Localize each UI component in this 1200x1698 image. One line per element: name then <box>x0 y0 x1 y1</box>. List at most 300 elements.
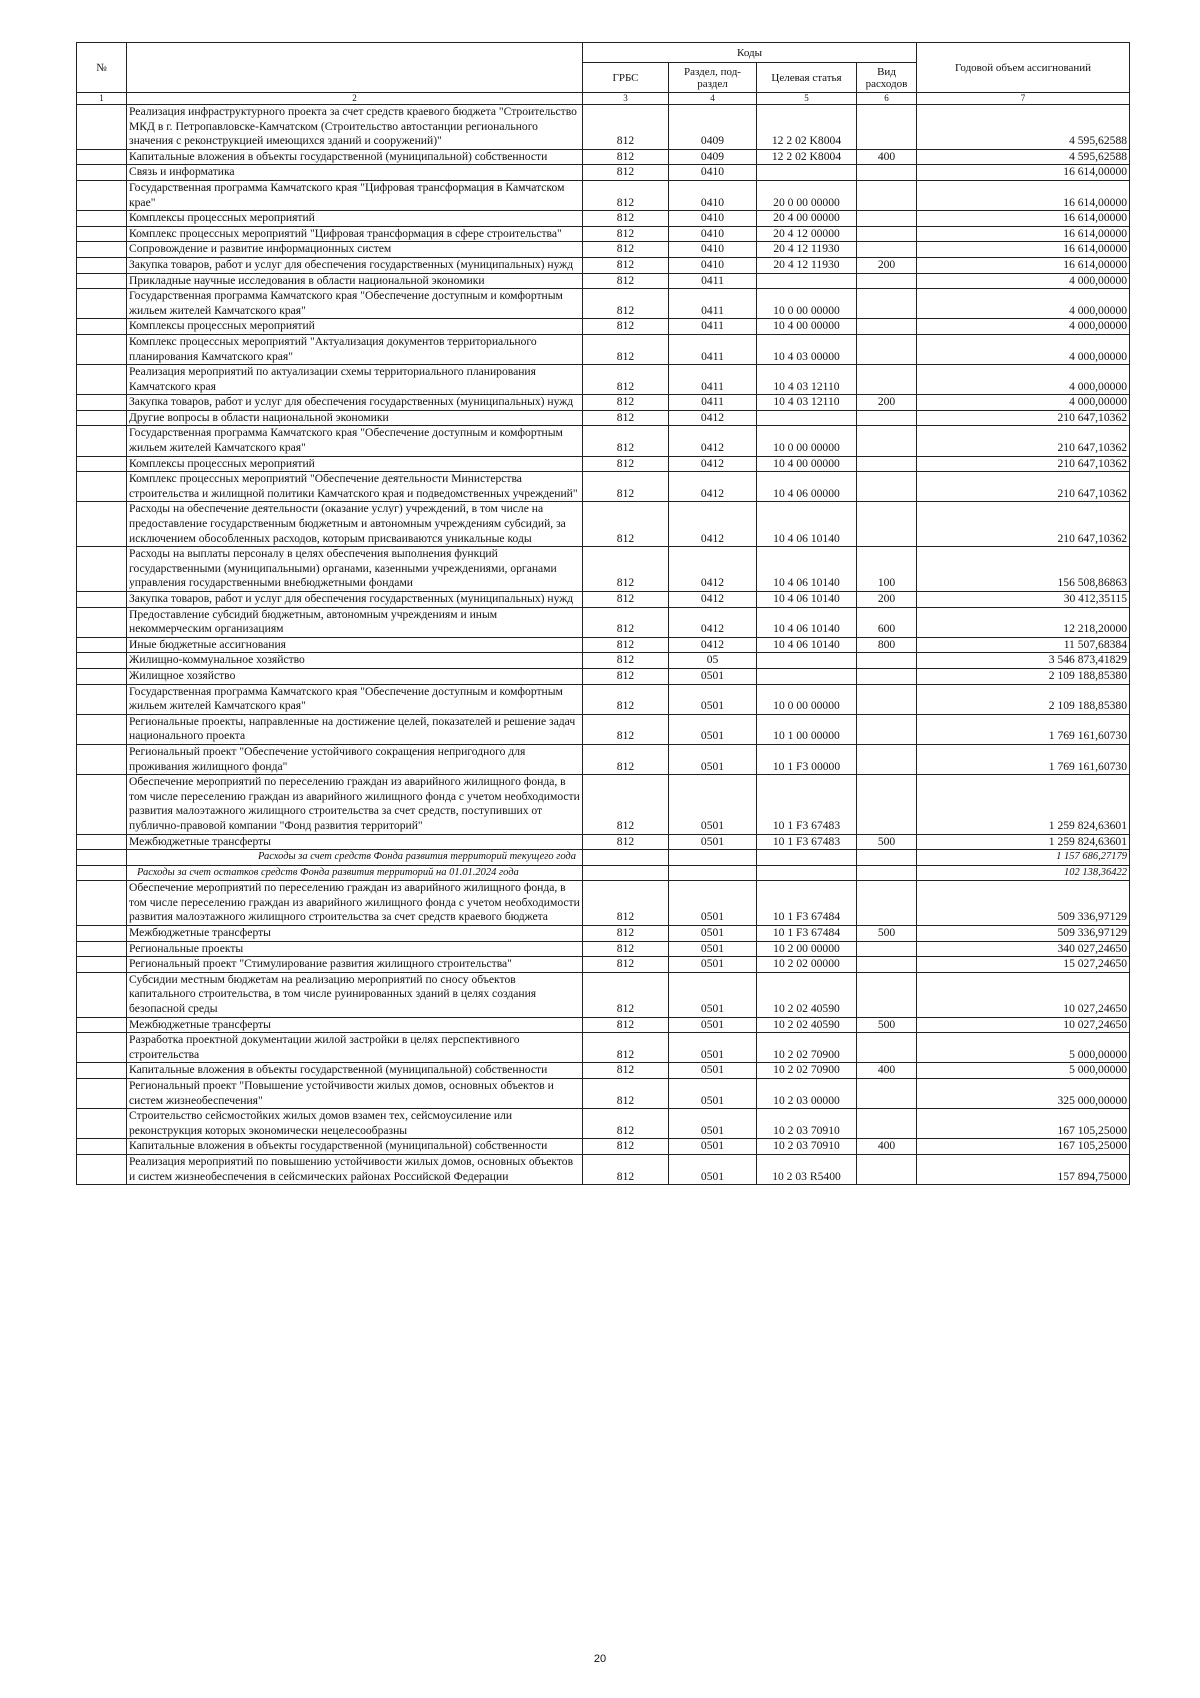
cell-razdel: 0412 <box>669 410 757 426</box>
cell-num <box>77 211 127 227</box>
cell-cs <box>757 668 857 684</box>
table-row <box>77 410 1130 426</box>
cell-grbs: 812 <box>583 714 669 744</box>
cell-name: Региональный проект "Стимулирование развития жилищного строительства" <box>127 957 583 973</box>
cell-vr: 200 <box>857 395 917 411</box>
cell-name: Региональный проект "Повышение устойчивости жилых домов, основных объектов и систем жизнеобеспечения" <box>127 1079 583 1109</box>
cell-razdel: 0501 <box>669 881 757 926</box>
cell-name: Расходы за счет остатков средств Фонда развития территорий на 01.01.2024 года <box>127 865 583 881</box>
header-vid: Вид расходов <box>857 63 917 93</box>
cell-name: Государственная программа Камчатского края "Обеспечение доступным и комфортным жильем жителей Камчатского края" <box>127 684 583 714</box>
table-row <box>77 211 1130 227</box>
cell-vr <box>857 865 917 881</box>
cell-vr <box>857 502 917 547</box>
cell-vr <box>857 410 917 426</box>
cell-name: Реализация инфраструктурного проекта за счет средств краевого бюджета "Строительство МКД в г. Петропавловске-Камчатском (Строительство автостанции регионального значения с реконструкцией имеющихся зданий и сооружений)" <box>127 105 583 150</box>
cell-cs <box>757 410 857 426</box>
cell-razdel: 0410 <box>669 211 757 227</box>
table-row <box>77 226 1130 242</box>
cell-vr <box>857 456 917 472</box>
cell-cs: 20 4 12 00000 <box>757 226 857 242</box>
table-row <box>77 257 1130 273</box>
col-num: 2 <box>127 93 583 105</box>
page-number: 20 <box>593 1653 607 1665</box>
cell-name: Реализация мероприятий по актуализации схемы территориального планирования Камчатского края <box>127 365 583 395</box>
table-row <box>77 165 1130 181</box>
cell-cs: 10 4 06 10140 <box>757 637 857 653</box>
cell-grbs: 812 <box>583 744 669 774</box>
cell-vr: 400 <box>857 1063 917 1079</box>
cell-name: Сопровождение и развитие информационных систем <box>127 242 583 258</box>
cell-vr <box>857 319 917 335</box>
cell-cs: 10 2 02 70900 <box>757 1033 857 1063</box>
cell-amount: 1 769 161,60730 <box>917 714 1130 744</box>
cell-num <box>77 1139 127 1155</box>
cell-amount: 4 595,62588 <box>917 105 1130 150</box>
cell-razdel: 0501 <box>669 1033 757 1063</box>
cell-amount: 4 595,62588 <box>917 149 1130 165</box>
cell-grbs: 812 <box>583 211 669 227</box>
cell-num <box>77 547 127 592</box>
cell-grbs: 812 <box>583 226 669 242</box>
cell-name: Государственная программа Камчатского края "Цифровая трансформация в Камчатском крае" <box>127 180 583 210</box>
cell-amount: 11 507,68384 <box>917 637 1130 653</box>
cell-num <box>77 668 127 684</box>
cell-amount: 2 109 188,85380 <box>917 684 1130 714</box>
table-row <box>77 957 1130 973</box>
cell-razdel: 0501 <box>669 714 757 744</box>
cell-num <box>77 972 127 1017</box>
cell-num <box>77 850 127 866</box>
table-row <box>77 426 1130 456</box>
table-row <box>77 105 1130 150</box>
cell-grbs: 812 <box>583 180 669 210</box>
cell-name: Закупка товаров, работ и услуг для обеспечения государственных (муниципальных) нужд <box>127 592 583 608</box>
cell-num <box>77 637 127 653</box>
cell-num <box>77 653 127 669</box>
cell-grbs: 812 <box>583 257 669 273</box>
cell-grbs: 812 <box>583 592 669 608</box>
cell-cs: 10 4 06 10140 <box>757 502 857 547</box>
cell-name: Комплекс процессных мероприятий "Обеспечение деятельности Министерства строительства и жилищной политики Камчатского края и подведомственных учреждений" <box>127 472 583 502</box>
cell-cs: 20 4 12 11930 <box>757 257 857 273</box>
cell-razdel: 0409 <box>669 149 757 165</box>
cell-num <box>77 607 127 637</box>
cell-grbs: 812 <box>583 365 669 395</box>
cell-num <box>77 1079 127 1109</box>
header-number: № <box>77 43 127 93</box>
cell-razdel: 0410 <box>669 165 757 181</box>
cell-vr <box>857 226 917 242</box>
cell-amount: 167 105,25000 <box>917 1109 1130 1139</box>
cell-cs: 10 2 02 70900 <box>757 1063 857 1079</box>
cell-grbs: 812 <box>583 472 669 502</box>
table-row <box>77 592 1130 608</box>
cell-razdel: 0410 <box>669 180 757 210</box>
table-row <box>77 653 1130 669</box>
cell-grbs: 812 <box>583 410 669 426</box>
cell-amount: 16 614,00000 <box>917 242 1130 258</box>
col-num: 6 <box>857 93 917 105</box>
table-row <box>77 1017 1130 1033</box>
cell-cs: 20 4 12 11930 <box>757 242 857 258</box>
table-row <box>77 926 1130 942</box>
cell-name: Закупка товаров, работ и услуг для обеспечения государственных (муниципальных) нужд <box>127 395 583 411</box>
table-row <box>77 547 1130 592</box>
cell-amount: 210 647,10362 <box>917 410 1130 426</box>
header-row-1 <box>77 43 1130 63</box>
cell-cs: 10 4 00 00000 <box>757 456 857 472</box>
cell-cs: 10 4 06 10140 <box>757 607 857 637</box>
cell-amount: 10 027,24650 <box>917 1017 1130 1033</box>
table-row <box>77 1154 1130 1184</box>
table-row <box>77 941 1130 957</box>
cell-num <box>77 926 127 942</box>
cell-cs: 10 2 03 R5400 <box>757 1154 857 1184</box>
table-row <box>77 456 1130 472</box>
cell-grbs: 812 <box>583 1154 669 1184</box>
cell-num <box>77 502 127 547</box>
col-num: 7 <box>917 93 1130 105</box>
cell-amount: 210 647,10362 <box>917 426 1130 456</box>
cell-vr <box>857 653 917 669</box>
cell-grbs: 812 <box>583 668 669 684</box>
cell-num <box>77 834 127 850</box>
cell-amount: 16 614,00000 <box>917 211 1130 227</box>
cell-razdel: 0411 <box>669 289 757 319</box>
cell-vr <box>857 1033 917 1063</box>
cell-razdel: 0411 <box>669 395 757 411</box>
cell-razdel <box>669 850 757 866</box>
cell-num <box>77 1033 127 1063</box>
cell-grbs: 812 <box>583 834 669 850</box>
header-tselevaya: Целевая статья <box>757 63 857 93</box>
cell-grbs: 812 <box>583 684 669 714</box>
cell-amount: 325 000,00000 <box>917 1079 1130 1109</box>
cell-cs: 10 0 00 00000 <box>757 684 857 714</box>
cell-cs: 10 4 00 00000 <box>757 319 857 335</box>
cell-amount: 509 336,97129 <box>917 881 1130 926</box>
cell-num <box>77 472 127 502</box>
cell-cs <box>757 865 857 881</box>
cell-name: Расходы за счет средств Фонда развития территорий текущего года <box>127 850 583 866</box>
cell-cs: 10 4 03 12110 <box>757 365 857 395</box>
cell-razdel: 0410 <box>669 226 757 242</box>
cell-name: Разработка проектной документации жилой застройки в целях перспективного строительства <box>127 1033 583 1063</box>
cell-name: Реализация мероприятий по повышению устойчивости жилых домов, основных объектов и систем жизнеобеспечения в сейсмических районах Российской Федерации <box>127 1154 583 1184</box>
table-row <box>77 472 1130 502</box>
cell-vr <box>857 165 917 181</box>
cell-name: Обеспечение мероприятий по переселению граждан из аварийного жилищного фонда, в том числе переселению граждан из аварийного жилищного фонда с учетом необходимости развития малоэтажного жилищного строительства за счет средств краевого бюджета <box>127 881 583 926</box>
table-row <box>77 881 1130 926</box>
cell-amount: 102 138,36422 <box>917 865 1130 881</box>
cell-num <box>77 273 127 289</box>
cell-amount: 16 614,00000 <box>917 165 1130 181</box>
cell-vr <box>857 775 917 834</box>
cell-amount: 16 614,00000 <box>917 257 1130 273</box>
cell-num <box>77 257 127 273</box>
table-row <box>77 502 1130 547</box>
budget-table <box>76 42 1130 1185</box>
table-row <box>77 714 1130 744</box>
table-row <box>77 1139 1130 1155</box>
cell-num <box>77 334 127 364</box>
table-row <box>77 273 1130 289</box>
cell-razdel: 0411 <box>669 365 757 395</box>
cell-amount: 157 894,75000 <box>917 1154 1130 1184</box>
header-annual: Годовой объем ассигнований <box>917 43 1130 93</box>
cell-num <box>77 242 127 258</box>
cell-vr: 400 <box>857 149 917 165</box>
cell-vr <box>857 105 917 150</box>
cell-grbs: 812 <box>583 881 669 926</box>
cell-num <box>77 1109 127 1139</box>
table-row <box>77 395 1130 411</box>
cell-cs: 10 2 03 70910 <box>757 1139 857 1155</box>
cell-amount: 156 508,86863 <box>917 547 1130 592</box>
table-row <box>77 684 1130 714</box>
cell-grbs: 812 <box>583 972 669 1017</box>
cell-name: Комплекс процессных мероприятий "Цифровая трансформация в сфере строительства" <box>127 226 583 242</box>
cell-razdel: 0501 <box>669 1079 757 1109</box>
cell-razdel: 0501 <box>669 744 757 774</box>
table-row <box>77 1109 1130 1139</box>
cell-grbs: 812 <box>583 926 669 942</box>
cell-amount: 4 000,00000 <box>917 334 1130 364</box>
table-row <box>77 1063 1130 1079</box>
cell-num <box>77 395 127 411</box>
header-razdel: Раздел, под-раздел <box>669 63 757 93</box>
cell-cs: 10 0 00 00000 <box>757 289 857 319</box>
table-row <box>77 834 1130 850</box>
cell-razdel: 0412 <box>669 472 757 502</box>
cell-cs: 10 2 02 00000 <box>757 957 857 973</box>
cell-vr <box>857 941 917 957</box>
cell-razdel <box>669 865 757 881</box>
cell-razdel: 0412 <box>669 502 757 547</box>
cell-name: Жилищное хозяйство <box>127 668 583 684</box>
cell-razdel: 0501 <box>669 941 757 957</box>
cell-razdel: 0412 <box>669 637 757 653</box>
cell-name: Расходы на обеспечение деятельности (оказание услуг) учреждений, в том числе на предоставление государственным бюджетным и автономным учреждениям субсидий, за исключением обособленных расходов, которым присваиваются уникальные коды <box>127 502 583 547</box>
cell-grbs: 812 <box>583 242 669 258</box>
cell-grbs: 812 <box>583 1063 669 1079</box>
cell-num <box>77 1154 127 1184</box>
cell-num <box>77 941 127 957</box>
cell-name: Обеспечение мероприятий по переселению граждан из аварийного жилищного фонда, в том числе переселению граждан из аварийного жилищного фонда с учетом необходимости развития малоэтажного жилищного строительства за счет средств, поступивших от публично-правовой компании "Фонд развития территорий" <box>127 775 583 834</box>
cell-amount: 15 027,24650 <box>917 957 1130 973</box>
cell-name: Капитальные вложения в объекты государственной (муниципальной) собственности <box>127 1139 583 1155</box>
cell-vr: 600 <box>857 607 917 637</box>
cell-amount: 4 000,00000 <box>917 365 1130 395</box>
cell-grbs: 812 <box>583 1079 669 1109</box>
cell-grbs: 812 <box>583 456 669 472</box>
cell-num <box>77 410 127 426</box>
cell-name: Капитальные вложения в объекты государственной (муниципальной) собственности <box>127 149 583 165</box>
cell-amount: 5 000,00000 <box>917 1033 1130 1063</box>
cell-name: Другие вопросы в области национальной экономики <box>127 410 583 426</box>
cell-num <box>77 684 127 714</box>
cell-vr <box>857 881 917 926</box>
cell-num <box>77 881 127 926</box>
cell-name: Комплексы процессных мероприятий <box>127 456 583 472</box>
cell-cs: 20 0 00 00000 <box>757 180 857 210</box>
cell-num <box>77 714 127 744</box>
cell-vr <box>857 180 917 210</box>
cell-num <box>77 456 127 472</box>
table-row <box>77 637 1130 653</box>
cell-grbs: 812 <box>583 653 669 669</box>
cell-vr <box>857 668 917 684</box>
cell-grbs: 812 <box>583 273 669 289</box>
table-row <box>77 1079 1130 1109</box>
table-row <box>77 365 1130 395</box>
cell-amount: 1 769 161,60730 <box>917 744 1130 774</box>
table-row <box>77 242 1130 258</box>
cell-name: Межбюджетные трансферты <box>127 1017 583 1033</box>
cell-cs: 10 1 F3 67484 <box>757 881 857 926</box>
cell-cs <box>757 273 857 289</box>
cell-amount: 4 000,00000 <box>917 289 1130 319</box>
cell-vr <box>857 744 917 774</box>
cell-razdel: 0501 <box>669 834 757 850</box>
cell-grbs: 812 <box>583 289 669 319</box>
cell-name: Комплекс процессных мероприятий "Актуализация документов территориального планирования Камчатского края" <box>127 334 583 364</box>
cell-amount: 210 647,10362 <box>917 502 1130 547</box>
cell-razdel: 0501 <box>669 1017 757 1033</box>
cell-amount: 12 218,20000 <box>917 607 1130 637</box>
col-num: 3 <box>583 93 669 105</box>
cell-amount: 1 259 824,63601 <box>917 775 1130 834</box>
cell-name: Региональный проект "Обеспечение устойчивого сокращения непригодного для проживания жилищного фонда" <box>127 744 583 774</box>
cell-vr: 800 <box>857 637 917 653</box>
table-row <box>77 149 1130 165</box>
cell-vr: 200 <box>857 257 917 273</box>
cell-grbs: 812 <box>583 165 669 181</box>
cell-razdel: 0412 <box>669 592 757 608</box>
cell-grbs <box>583 850 669 866</box>
cell-razdel: 0501 <box>669 1063 757 1079</box>
cell-grbs: 812 <box>583 1109 669 1139</box>
cell-cs: 10 0 00 00000 <box>757 426 857 456</box>
cell-amount: 10 027,24650 <box>917 972 1130 1017</box>
cell-num <box>77 105 127 150</box>
cell-num <box>77 165 127 181</box>
cell-name: Комплексы процессных мероприятий <box>127 319 583 335</box>
cell-vr <box>857 684 917 714</box>
cell-num <box>77 289 127 319</box>
cell-name: Региональные проекты <box>127 941 583 957</box>
cell-vr <box>857 334 917 364</box>
col-num: 4 <box>669 93 757 105</box>
header-codes: Коды <box>583 43 917 63</box>
cell-amount: 4 000,00000 <box>917 273 1130 289</box>
cell-vr: 500 <box>857 834 917 850</box>
cell-vr <box>857 273 917 289</box>
cell-razdel: 0409 <box>669 105 757 150</box>
cell-name: Связь и информатика <box>127 165 583 181</box>
table-row <box>77 1033 1130 1063</box>
cell-grbs: 812 <box>583 547 669 592</box>
cell-vr <box>857 1154 917 1184</box>
cell-amount: 1 157 686,27179 <box>917 850 1130 866</box>
cell-cs: 10 4 06 00000 <box>757 472 857 502</box>
cell-name: Государственная программа Камчатского края "Обеспечение доступным и комфортным жильем жителей Камчатского края" <box>127 426 583 456</box>
cell-amount: 509 336,97129 <box>917 926 1130 942</box>
cell-cs: 10 1 00 00000 <box>757 714 857 744</box>
cell-razdel: 0501 <box>669 1109 757 1139</box>
cell-razdel: 0501 <box>669 926 757 942</box>
cell-grbs: 812 <box>583 941 669 957</box>
table-row <box>77 607 1130 637</box>
cell-vr <box>857 972 917 1017</box>
table-row <box>77 668 1130 684</box>
cell-amount: 340 027,24650 <box>917 941 1130 957</box>
cell-razdel: 0412 <box>669 426 757 456</box>
cell-grbs: 812 <box>583 1139 669 1155</box>
cell-cs: 12 2 02 K8004 <box>757 105 857 150</box>
cell-vr <box>857 1079 917 1109</box>
cell-razdel: 0501 <box>669 684 757 714</box>
cell-num <box>77 149 127 165</box>
cell-amount: 2 109 188,85380 <box>917 668 1130 684</box>
col-num: 1 <box>77 93 127 105</box>
cell-amount: 167 105,25000 <box>917 1139 1130 1155</box>
cell-grbs: 812 <box>583 426 669 456</box>
cell-amount: 210 647,10362 <box>917 456 1130 472</box>
cell-cs: 10 4 03 12110 <box>757 395 857 411</box>
cell-vr: 500 <box>857 1017 917 1033</box>
cell-name: Жилищно-коммунальное хозяйство <box>127 653 583 669</box>
cell-grbs: 812 <box>583 149 669 165</box>
cell-cs: 10 2 02 40590 <box>757 1017 857 1033</box>
cell-grbs: 812 <box>583 105 669 150</box>
table-row <box>77 744 1130 774</box>
cell-cs: 10 4 06 10140 <box>757 592 857 608</box>
cell-num <box>77 1063 127 1079</box>
cell-amount: 30 412,35115 <box>917 592 1130 608</box>
cell-vr: 500 <box>857 926 917 942</box>
column-number-row <box>77 93 1130 105</box>
cell-name: Межбюджетные трансферты <box>127 926 583 942</box>
cell-razdel: 0501 <box>669 668 757 684</box>
cell-razdel: 05 <box>669 653 757 669</box>
cell-vr <box>857 242 917 258</box>
table-row <box>77 180 1130 210</box>
table-row <box>77 334 1130 364</box>
cell-cs <box>757 653 857 669</box>
cell-num <box>77 957 127 973</box>
cell-name: Закупка товаров, работ и услуг для обеспечения государственных (муниципальных) нужд <box>127 257 583 273</box>
cell-cs: 10 2 03 70910 <box>757 1109 857 1139</box>
cell-vr <box>857 472 917 502</box>
header-name <box>127 43 583 93</box>
cell-cs: 10 1 F3 00000 <box>757 744 857 774</box>
cell-name: Межбюджетные трансферты <box>127 834 583 850</box>
cell-amount: 16 614,00000 <box>917 180 1130 210</box>
cell-name: Прикладные научные исследования в области национальной экономики <box>127 273 583 289</box>
cell-name: Предоставление субсидий бюджетным, автономным учреждениям и иным некоммерческим организациям <box>127 607 583 637</box>
cell-vr <box>857 289 917 319</box>
cell-razdel: 0501 <box>669 972 757 1017</box>
cell-razdel: 0412 <box>669 456 757 472</box>
cell-amount: 16 614,00000 <box>917 226 1130 242</box>
cell-num <box>77 180 127 210</box>
cell-cs <box>757 165 857 181</box>
table-row <box>77 775 1130 834</box>
cell-amount: 210 647,10362 <box>917 472 1130 502</box>
table-body <box>77 105 1130 1185</box>
